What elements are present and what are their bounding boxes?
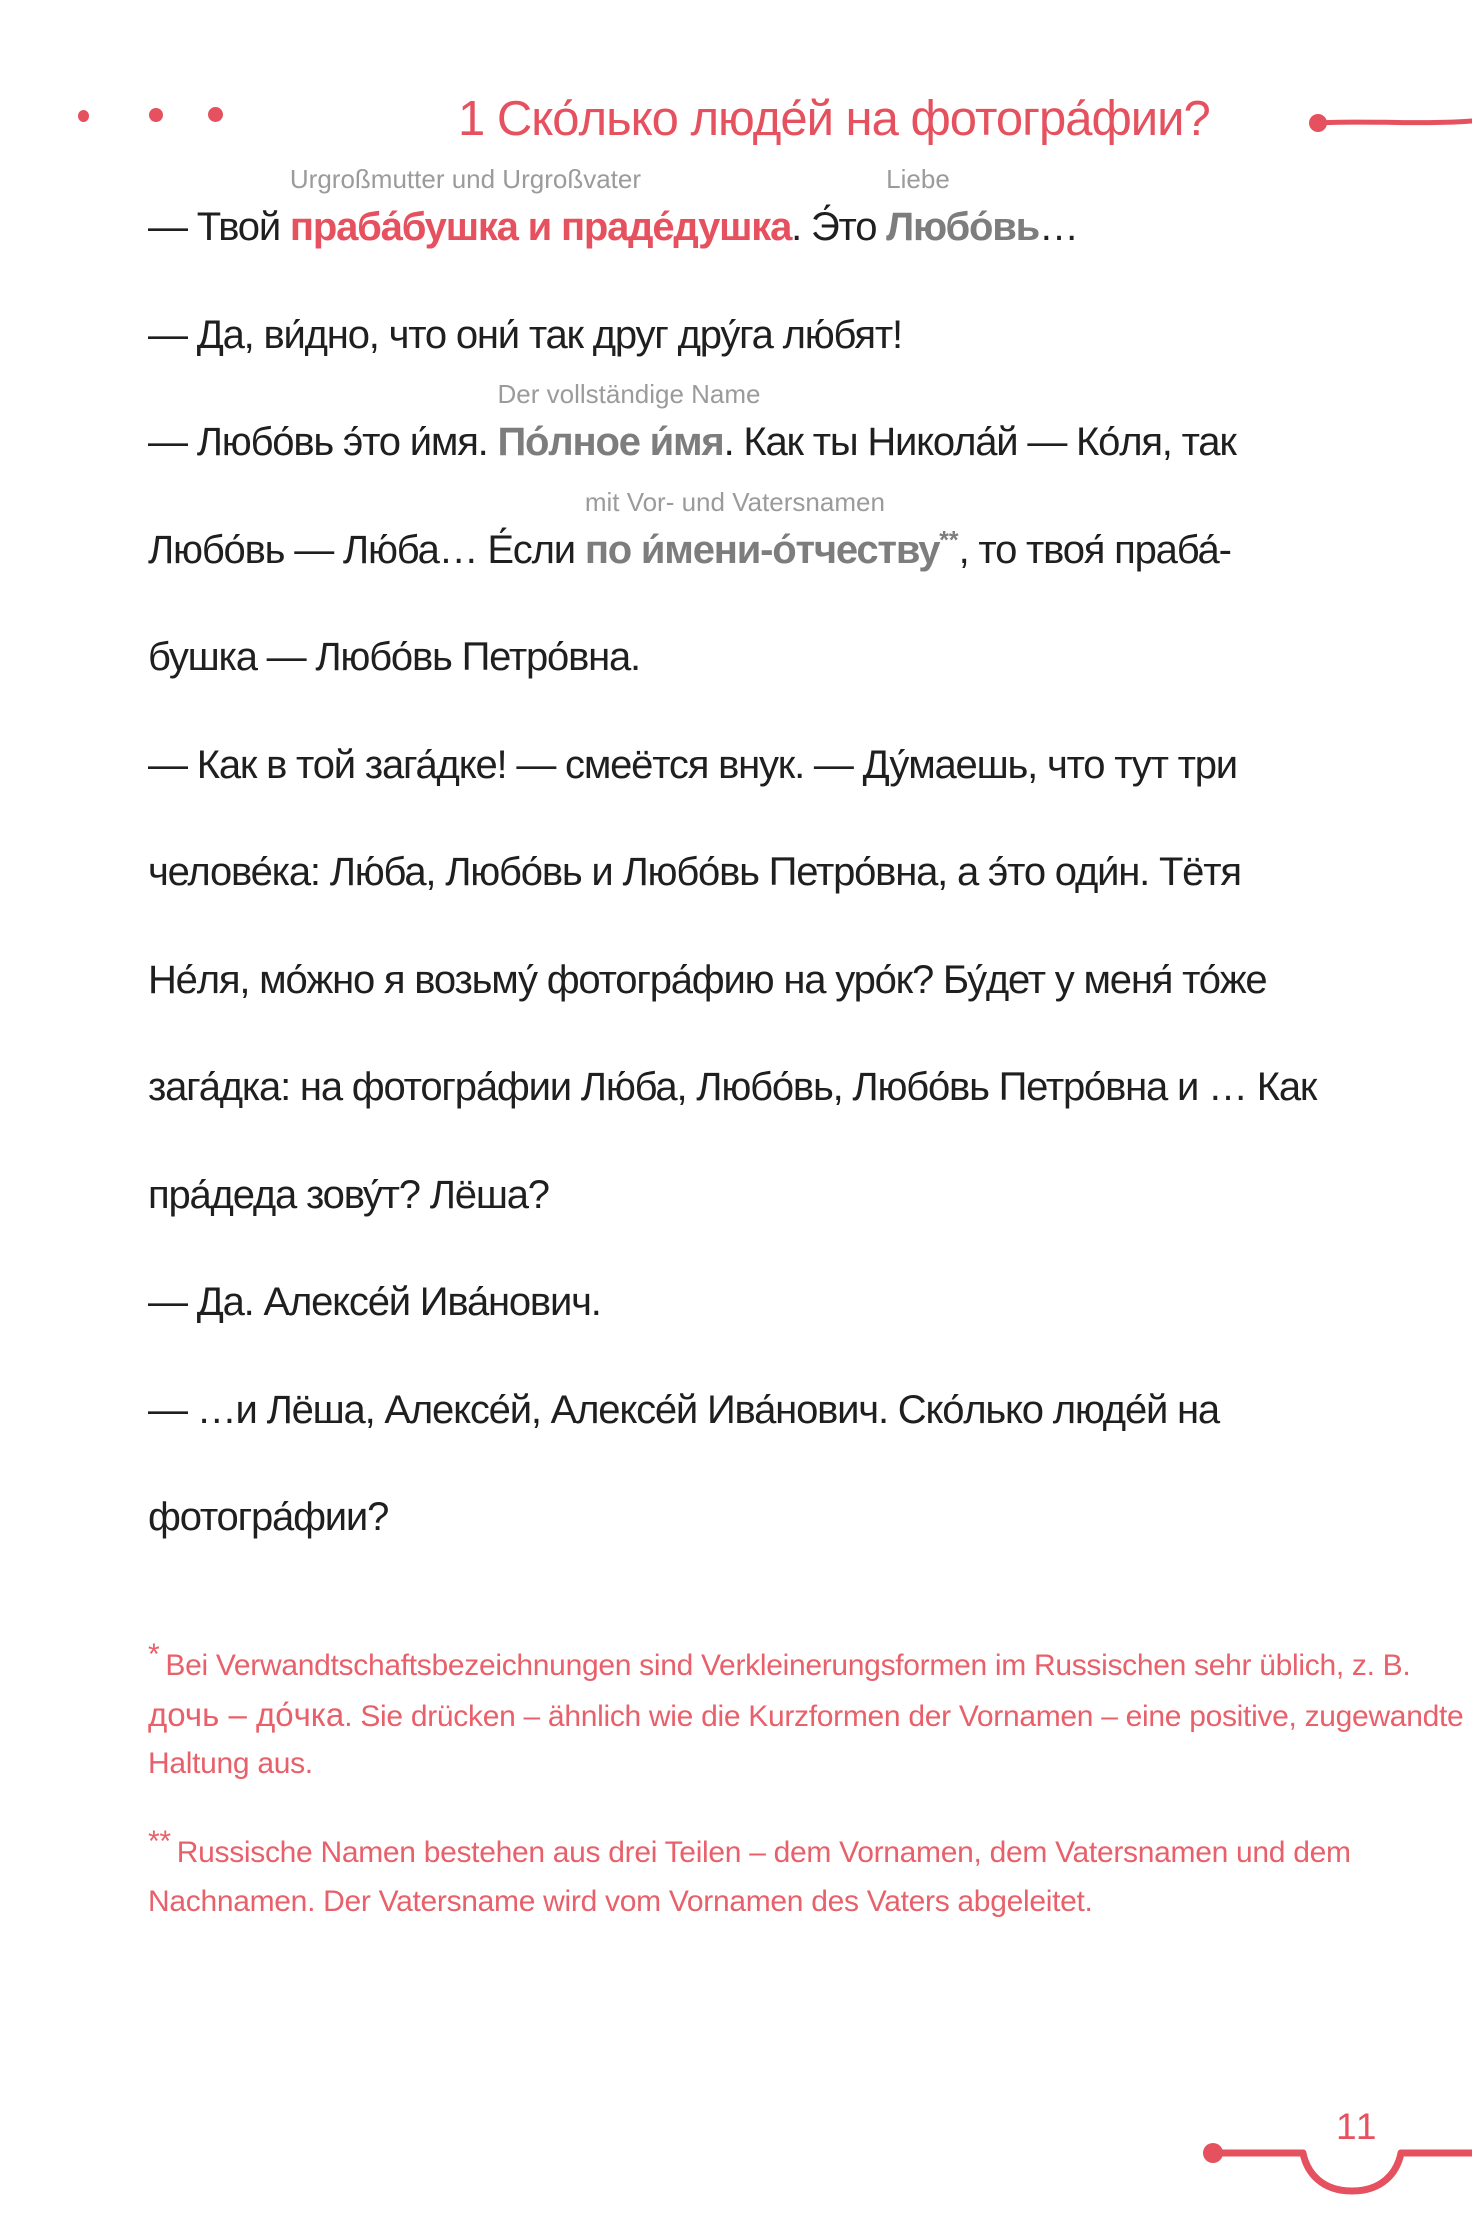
- page-number: 11: [1336, 2106, 1379, 2147]
- dialogue-segment: бушка — Любо́вь Петро́вна.: [148, 635, 640, 679]
- dialogue-segment: . Э́то: [791, 205, 887, 249]
- footnote-german-text: Haltung aus.: [148, 1747, 313, 1780]
- footer-rule-icon: [1203, 2143, 1472, 2191]
- dialogue-segment: фотогра́фии?: [148, 1495, 389, 1539]
- footnote-marker: *: [148, 1638, 160, 1671]
- dialogue-segment: зага́дка: на фотогра́фии Лю́ба, Любо́вь, Любо́вь Петро́вна и … Как: [148, 1065, 1317, 1109]
- dialogue-line: [148, 164, 1078, 257]
- dialogue-segment: пра́деда зову́т? Лёша?: [148, 1172, 549, 1217]
- footnote-line: [148, 1739, 1463, 1788]
- translation-annotation: Der vollständige Name: [497, 379, 761, 409]
- translation-annotation: Urgroßmutter und Urgroßvater: [289, 164, 642, 194]
- footnote-line: [148, 1877, 1351, 1926]
- dialogue-segment: — …и Лёша, Алексе́й, Алексе́й Ива́нович. Ско́лько люде́й на: [148, 1387, 1219, 1432]
- dialogue-segment: , то твоя́ праба́-: [958, 527, 1231, 572]
- dialogue-segment: — Да. Алексе́й Ива́нович.: [148, 1280, 601, 1324]
- dialogue-line: [148, 486, 1231, 580]
- vocab-highlight-red: праба́бушка и праде́душка Urgroßmutter und Urgroßvater: [289, 164, 792, 249]
- dialogue-line: [148, 1065, 1316, 1117]
- vocab-highlight-gray: Любо́вь Liebe: [886, 164, 1039, 249]
- dialogue-segment: — Как в той зага́дке! — смеётся внук. — Ду́маешь, что тут три: [148, 742, 1237, 787]
- vocab-highlight-gray: По́лное и́мя Der vollständige Name: [497, 379, 761, 464]
- dialogue-line: [148, 1280, 601, 1332]
- dialogue-segment: Не́ля, мо́жно я возьму́ фотогра́фию на уро́к? Бу́дет у меня́ то́же: [148, 957, 1267, 1002]
- dialogue-line: [148, 1388, 1219, 1440]
- dialogue-segment: — Любо́вь э́то и́мя.: [148, 420, 498, 464]
- footnote: [148, 1825, 1351, 1926]
- dialogue-line: [148, 313, 902, 365]
- footnote-reference: **: [939, 527, 959, 555]
- dialogue-segment: . Как ты Никола́й — Ко́ля, так: [723, 420, 1236, 464]
- footnote-german-text: Bei Verwandtschaftsbezeichnungen sind Verkleinerungsformen im Russischen sehr üblich, z. B.: [165, 1649, 1411, 1682]
- dialogue-segment: Любо́вь — Лю́ба… Е́сли: [148, 527, 585, 572]
- footnote-german-text: . Sie drücken – ähnlich wie die Kurzformen der Vornamen – eine positive, zugewandte: [344, 1700, 1464, 1733]
- dialogue-line: [148, 379, 1236, 472]
- footnote-russian-text: дочь – до́чка: [148, 1696, 345, 1733]
- translation-annotation: Liebe: [886, 164, 950, 194]
- dialogue-line: [148, 635, 640, 687]
- dialogue-segment: …: [1039, 205, 1078, 249]
- footnote-marker: **: [148, 1825, 171, 1858]
- page-title: 1 Ско́лько люде́й на фотогра́фии?: [458, 92, 1210, 146]
- dialogue-segment: — Твой: [148, 205, 290, 249]
- footnote-line: [148, 1638, 1463, 1690]
- translation-annotation: mit Vor- und Vatersnamen: [584, 486, 885, 517]
- dialogue-line: [148, 743, 1237, 795]
- footnote-line: [148, 1825, 1351, 1877]
- footnote-line: [148, 1690, 1463, 1739]
- footnote: [148, 1638, 1464, 1788]
- footnote-german-text: Russische Namen bestehen aus drei Teilen – dem Vornamen, dem Vatersnamen und dem: [176, 1836, 1351, 1869]
- dialogue-segment: — Да, ви́дно, что они́ так друг дру́га лю́бят!: [148, 312, 902, 357]
- dialogue-line: [148, 850, 1241, 902]
- footnote-german-text: Nachnamen. Der Vatersname wird vom Vornamen des Vaters abgeleitet.: [148, 1885, 1093, 1918]
- dialogue-segment: челове́ка: Лю́ба, Любо́вь и Любо́вь Петро́вна, а э́то оди́н. Тётя: [148, 850, 1241, 894]
- dialogue-line: [148, 1495, 388, 1547]
- dialogue-line: [148, 958, 1266, 1010]
- dialogue-line: [148, 1173, 549, 1225]
- vocab-highlight-gray: по и́мени-о́тчеству** mit Vor- und Vatersnamen: [584, 486, 959, 572]
